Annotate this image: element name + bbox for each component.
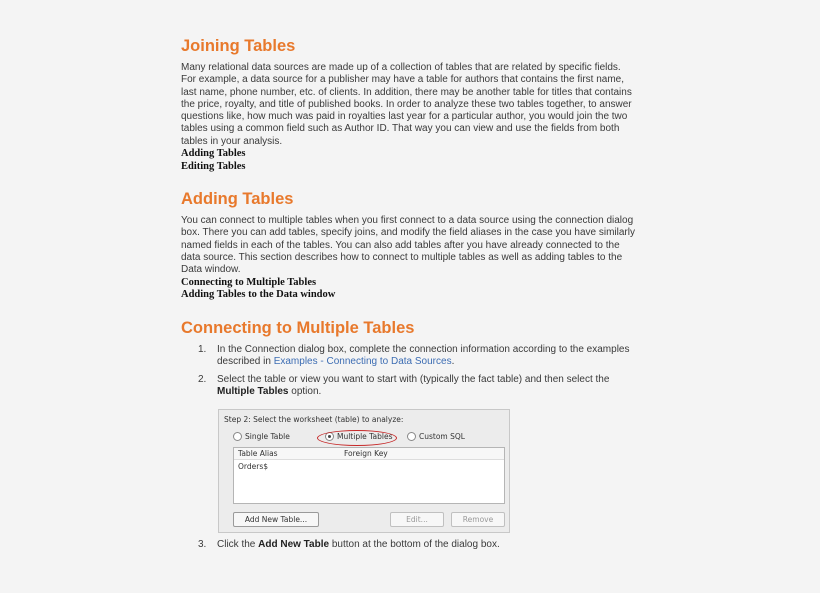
grid-header — [234, 448, 504, 460]
examples-link[interactable]: Examples - Connecting to Data Sources — [273, 355, 452, 367]
step-bold: Multiple Tables — [217, 386, 289, 398]
step-1 — [181, 344, 637, 369]
step-text-end: . — [451, 355, 455, 367]
sublink-connecting-multiple[interactable]: Connecting to Multiple Tables — [181, 276, 317, 288]
sublinks-joining — [181, 148, 641, 173]
step-text: Select the table or view you want to start with (typically the fact table) and then select the — [217, 374, 610, 386]
step-bold: Add New Table — [258, 538, 330, 550]
sublink-adding-to-data-window[interactable]: Adding Tables to the Data window — [181, 289, 336, 301]
section-joining-tables — [181, 36, 641, 173]
radio-single-table[interactable] — [233, 432, 290, 441]
step-number: 3. — [198, 538, 207, 550]
sublinks-adding — [181, 277, 641, 302]
sublink-adding-tables[interactable]: Adding Tables — [181, 148, 246, 160]
step-number: 2. — [198, 374, 207, 386]
highlight-ellipse — [317, 430, 397, 446]
remove-button[interactable]: Remove — [451, 512, 505, 527]
heading-connecting-multiple: Connecting to Multiple Tables — [181, 318, 415, 337]
tables-grid[interactable] — [233, 447, 505, 504]
paragraph-adding-tables: You can connect to multiple tables when you first connect to a data source using the connection dialog box. There you can add tables, specify joins, and modify the field aliases in the case you have similarly named fields in each of the tables. You can also add tables after you have already connected to the data source. This section describes how to connect to multiple tables as well as adding tables to the Data window. — [181, 215, 635, 276]
step-text-end: option. — [288, 386, 322, 398]
table-mode-radio-group — [233, 430, 503, 444]
radio-label: Single Table — [245, 432, 290, 441]
radio-custom-sql[interactable] — [407, 432, 465, 441]
step-2 — [181, 374, 637, 399]
dialog-step-label: Step 2: Select the worksheet (table) to analyze: — [224, 415, 404, 424]
step-text: In the Connection dialog box, complete the connection information according to the examples described in — [217, 343, 630, 367]
edit-button[interactable]: Edit... — [390, 512, 444, 527]
step-number: 1. — [198, 343, 207, 355]
step-3 — [181, 539, 637, 551]
add-new-table-button[interactable]: Add New Table... — [233, 512, 319, 527]
step-text: Click the — [217, 538, 259, 550]
heading-joining-tables: Joining Tables — [181, 37, 296, 55]
paragraph-joining-tables: Many relational data sources are made up of a collection of tables that are related by specific fields. For example, a data source for a publisher may have a table for authors that contains the first name, last name, phone number, etc. of clients. In addition, there may be another table for titles that contains the price, royalty, and title of published books. In order to analyze these two tables together, to answer questions like, how much was paid in royalties last year for a particular author, you would join the two tables using a common field such as Author ID. That way you can view and use the fields from both tables in your analysis. — [181, 62, 632, 147]
section-adding-tables — [181, 189, 641, 301]
grid-row[interactable] — [234, 460, 504, 471]
grid-header-foreign-key: Foreign Key — [344, 449, 388, 458]
grid-header-table-alias: Table Alias — [238, 449, 278, 458]
radio-label: Custom SQL — [419, 432, 465, 441]
radio-dot — [407, 432, 416, 441]
radio-label: Multiple Tables — [337, 432, 393, 441]
step-text-end: button at the bottom of the dialog box. — [329, 538, 500, 550]
sublink-editing-tables[interactable]: Editing Tables — [181, 160, 246, 172]
heading-adding-tables: Adding Tables — [181, 190, 294, 209]
connection-dialog-screenshot — [218, 409, 510, 533]
radio-dot — [233, 432, 242, 441]
grid-cell-table-alias: Orders$ — [238, 462, 268, 471]
